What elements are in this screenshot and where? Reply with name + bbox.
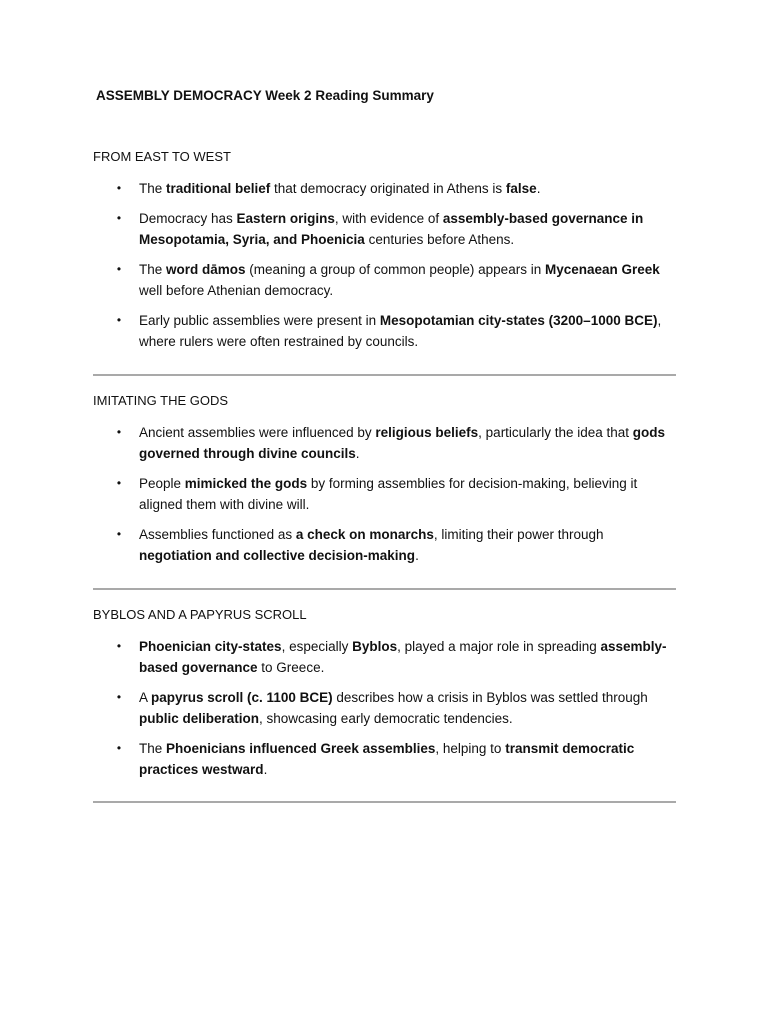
- list-item: [93, 259, 676, 301]
- bold-run: papyrus scroll (c. 1100 BCE): [151, 690, 333, 705]
- bullet-icon: •: [116, 262, 122, 276]
- bold-run: traditional belief: [166, 181, 271, 196]
- bold-run: gods governed through divine councils: [139, 425, 666, 461]
- list-item: [93, 473, 676, 515]
- bold-run: a check on monarchs: [295, 527, 434, 542]
- bullet-text: Phoenician city-states, especially Byblos, played a major role in spreading assembly-based governance to Greece.: [139, 639, 667, 675]
- list-item: [93, 208, 676, 250]
- section-heading: IMITATING THE GODS: [93, 393, 229, 408]
- bold-run: Byblos: [352, 639, 398, 654]
- list-item: [93, 178, 676, 199]
- bullet-text: The traditional belief that democracy originated in Athens is false.: [139, 181, 541, 196]
- bullet-icon: •: [116, 181, 122, 195]
- list-item: [93, 636, 676, 678]
- list-item: [93, 687, 676, 729]
- section-divider: [93, 588, 676, 590]
- bold-run: assembly-based governance: [139, 639, 667, 675]
- list-item: [93, 524, 676, 566]
- bold-run: mimicked the gods: [184, 476, 308, 491]
- bullet-text: Ancient assemblies were influenced by religious beliefs, particularly the idea that gods governed through divine councils.: [139, 425, 666, 461]
- bold-run: Mycenaean Greek: [544, 262, 660, 277]
- bullet-text: Democracy has Eastern origins, with evidence of assembly-based governance in Mesopotamia, Syria, and Phoenicia centuries before Athens.: [139, 211, 644, 247]
- bold-run: Eastern origins: [236, 211, 335, 226]
- bullet-text: A papyrus scroll (c. 1100 BCE) describes how a crisis in Byblos was settled through public deliberation, showcasing early democratic tendencies.: [139, 690, 648, 726]
- bold-run: Phoenician city-states: [139, 639, 282, 654]
- bold-run: false: [505, 181, 537, 196]
- document-title: ASSEMBLY DEMOCRACY Week 2 Reading Summary: [96, 88, 434, 103]
- bullet-icon: •: [116, 313, 122, 327]
- bold-run: transmit democratic practices westward: [139, 741, 635, 777]
- bullet-text: The Phoenicians influenced Greek assemblies, helping to transmit democratic practices westward.: [139, 741, 635, 777]
- bullet-list: [93, 636, 676, 780]
- bullet-icon: •: [116, 741, 122, 755]
- list-item: [93, 422, 676, 464]
- bold-run: negotiation and collective decision-making: [139, 548, 416, 563]
- bullet-list: [93, 422, 676, 566]
- bullet-icon: •: [116, 690, 122, 704]
- bullet-icon: •: [116, 639, 122, 653]
- bullet-text: Assemblies functioned as a check on monarchs, limiting their power through negotiation and collective decision-making.: [139, 527, 604, 563]
- section-divider: [93, 374, 676, 376]
- bold-run: word dāmos: [166, 262, 246, 277]
- bold-run: Phoenicians influenced Greek assemblies: [166, 741, 436, 756]
- bullet-icon: •: [116, 211, 122, 225]
- section-heading: BYBLOS AND A PAPYRUS SCROLL: [93, 607, 307, 622]
- bullet-icon: •: [116, 476, 122, 490]
- section-byblos-and-a-papyrus-scroll: [93, 606, 676, 780]
- bullet-text: The word dāmos (meaning a group of common people) appears in Mycenaean Greek well before Athenian democracy.: [139, 262, 660, 298]
- bold-run: Mesopotamian city-states (3200–1000 BCE): [379, 313, 658, 328]
- bold-run: religious beliefs: [375, 425, 479, 440]
- bullet-icon: •: [116, 527, 122, 541]
- section-heading: FROM EAST TO WEST: [93, 149, 231, 164]
- section-from-east-to-west: [93, 148, 676, 352]
- list-item: [93, 738, 676, 780]
- section-imitating-the-gods: [93, 392, 676, 566]
- section-divider: [93, 801, 676, 803]
- bullet-list: [93, 178, 676, 352]
- bullet-text: People mimicked the gods by forming assemblies for decision-making, believing it aligned them with divine will.: [139, 476, 638, 512]
- bold-run: assembly-based governance in Mesopotamia, Syria, and Phoenicia: [139, 211, 644, 247]
- bold-run: public deliberation: [139, 711, 260, 726]
- bullet-text: Early public assemblies were present in Mesopotamian city-states (3200–1000 BCE), where rulers were often restrained by councils.: [139, 313, 662, 349]
- bullet-icon: •: [116, 425, 122, 439]
- list-item: [93, 310, 676, 352]
